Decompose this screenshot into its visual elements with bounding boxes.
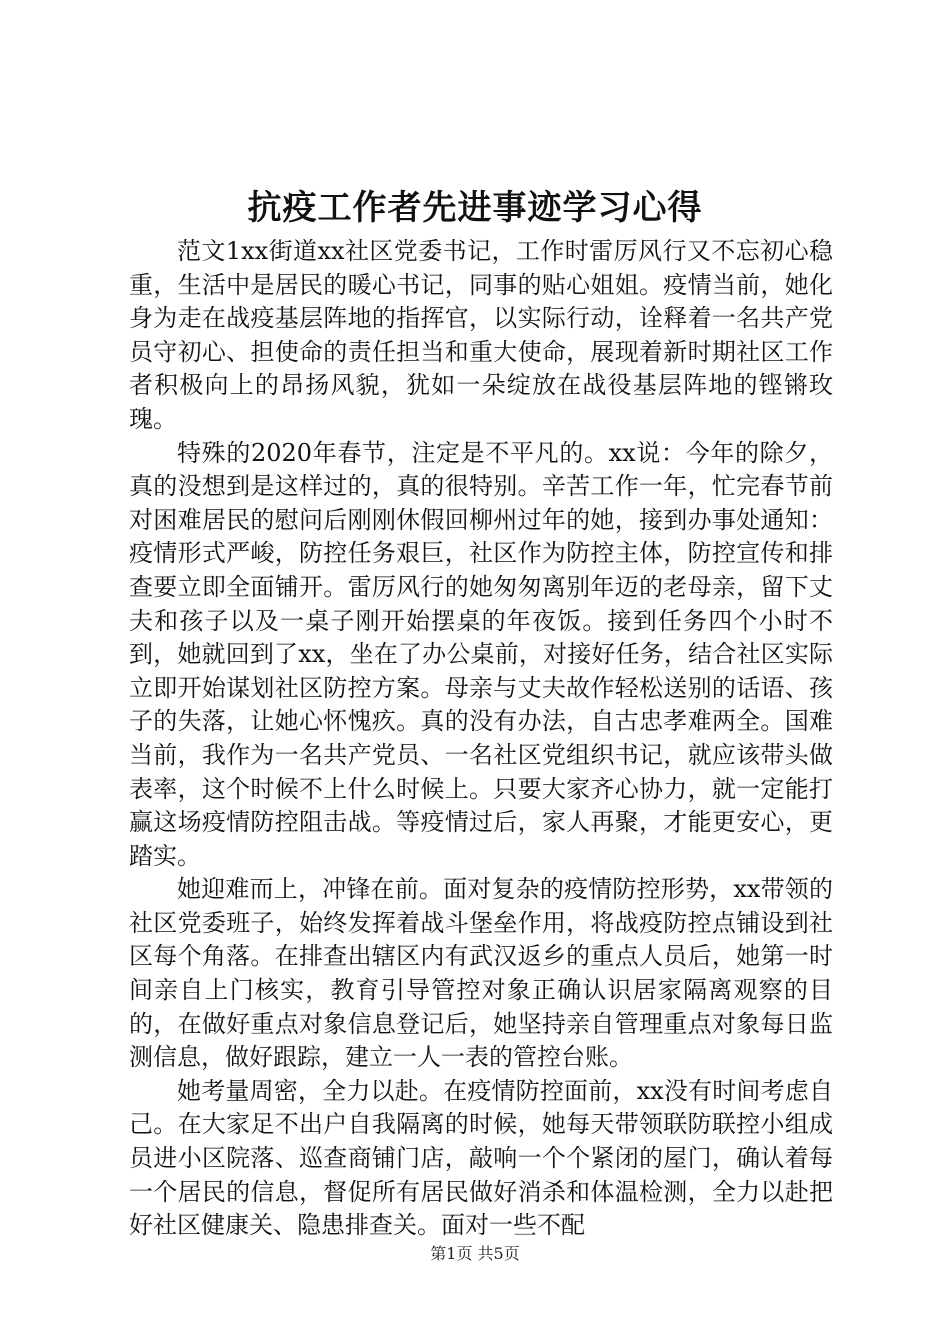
page-footer: 第1页 共5页 xyxy=(430,1244,520,1263)
paragraph: 她迎难而上，冲锋在前。面对复杂的疫情防控形势，xx带领的社区党委班子，始终发挥着战斗堡垒作用，将战疫防控点铺设到社区每个角落。在排查出辖区内有武汉返乡的重点人员后，她第一时间亲自上门核实，教育引导管控对象正确认识居家隔离观察的目的，在做好重点对象信息登记后，她坚持亲自管理重点对象每日监测信息，做好跟踪，建立一人一表的管控台账。 xyxy=(129,875,833,1072)
paragraph: 特殊的2020年春节，注定是不平凡的。xx说：今年的除夕，真的没想到是这样过的，真的很特别。辛苦工作一年，忙完春节前对困难居民的慰问后刚刚休假回柳州过年的她，接到办事处通知：疫情形式严峻，防控任务艰巨，社区作为防控主体，防控宣传和排查要立即全面铺开。雷厉风行的她匆匆离别年迈的老母亲，留下丈夫和孩子以及一桌子刚开始摆桌的年夜饭。接到任务四个小时不到，她就回到了xx，坐在了办公桌前，对接好任务，结合社区实际立即开始谋划社区防控方案。母亲与丈夫故作轻松送别的话语、孩子的失落，让她心怀愧疚。真的没有办法，自古忠孝难两全。国难当前，我作为一名共产党员、一名社区党组织书记，就应该带头做表率，这个时候不上什么时候上。只要大家齐心协力，就一定能打赢这场疫情防控阻击战。等疫情过后，家人再聚，才能更安心，更踏实。 xyxy=(129,438,833,870)
paragraph: 她考量周密，全力以赴。在疫情防控面前，xx没有时间考虑自己。在大家足不出户自我隔离的时候，她每天带领联防联控小组成员进小区院落、巡查商铺门店，敲响一个个紧闭的屋门，确认着每一个居民的信息，督促所有居民做好消杀和体温检测，全力以赴把好社区健康关、隐患排查关。面对一些不配 xyxy=(129,1076,833,1240)
document-body xyxy=(129,235,833,1243)
document-title: 抗疫工作者先进事迹学习心得 xyxy=(247,188,703,228)
paragraph: 范文1xx街道xx社区党委书记，工作时雷厉风行又不忘初心稳重，生活中是居民的暖心书记，同事的贴心姐姐。疫情当前，她化身为走在战疫基层阵地的指挥官，以实际行动，诠释着一名共产党员守初心、担使命的责任担当和重大使命，展现着新时期社区工作者积极向上的昂扬风貌，犹如一朵绽放在战役基层阵地的铿锵玫瑰。 xyxy=(129,237,833,433)
